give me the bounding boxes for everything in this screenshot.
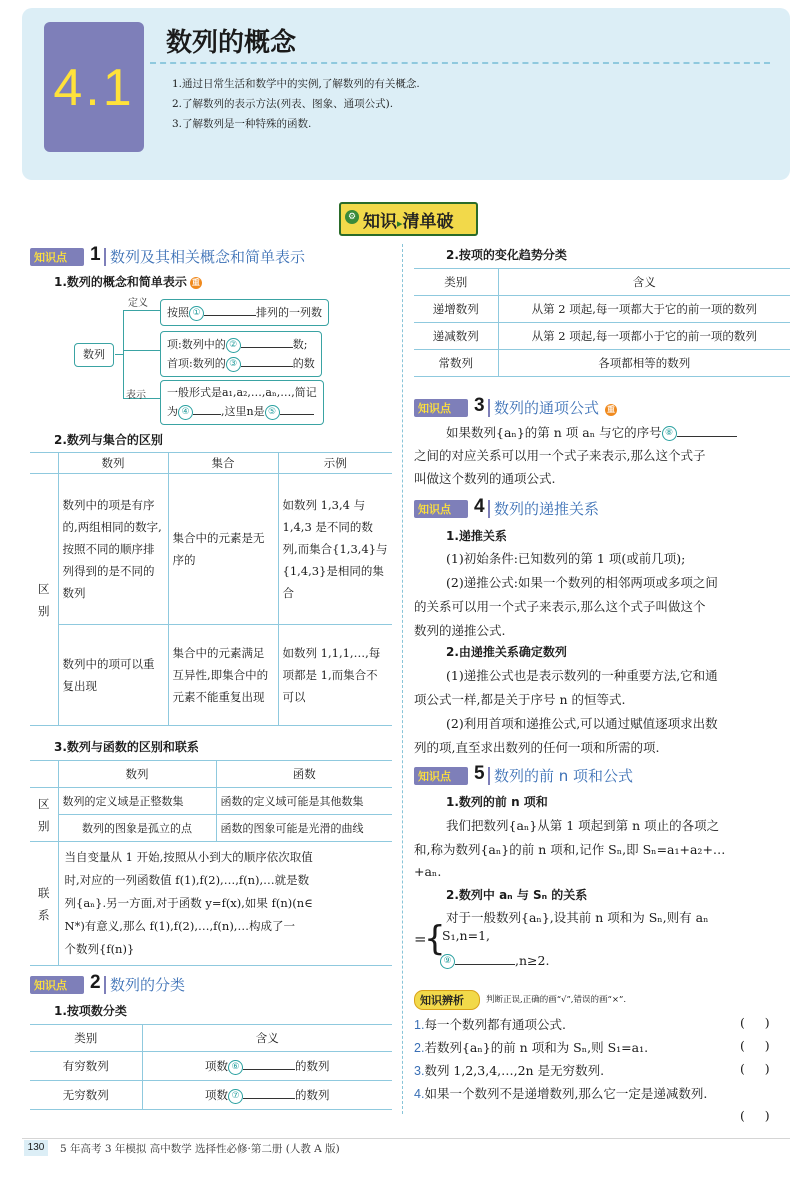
table-by-trend	[414, 268, 790, 377]
case-line-2	[440, 952, 549, 969]
section-title: 数列的前 n 项和公式	[494, 767, 634, 785]
kp5-line: 对于一般数列{aₙ},设其前 n 项和为 Sₙ,则有 aₙ	[446, 910, 709, 925]
tree-text: 数;	[292, 338, 308, 351]
tree-text: 排列的一列数	[256, 306, 322, 319]
title-divider	[150, 62, 770, 64]
kp4-line: (1)递推公式也是表示数列的一种重要方法,它和通	[446, 668, 718, 683]
table-cell: 集合中的元素是无序的	[168, 474, 278, 625]
kp4-line: 的关系可以用一个式子来表示,那么这个式子叫做这个	[414, 599, 706, 614]
kp3-line: 之间的对应关系可以用一个式子来表示,那么这个式子	[414, 448, 706, 463]
fill-blank	[241, 354, 293, 367]
knowledge-tag	[414, 767, 468, 785]
cell-text: 项数	[205, 1059, 228, 1074]
goal-item: 2.了解数列的表示方法(列表、图象、通项公式).	[172, 98, 394, 110]
tag-label: 知识点	[418, 770, 451, 783]
knowledge-tag	[414, 399, 468, 417]
footer-divider	[22, 1138, 790, 1139]
kp2-sub2: 2.按项的变化趋势分类	[446, 248, 567, 262]
tag-label: 知识点	[418, 402, 451, 415]
link-line: 个数列{f(n)}	[64, 942, 135, 956]
tree-text: 为	[167, 405, 178, 418]
answer-paren[interactable]: ( )	[740, 1061, 770, 1076]
important-badge-wrap	[602, 402, 617, 416]
case-text: ,n≥2.	[515, 953, 550, 968]
quiz-item	[414, 1038, 648, 1056]
table-header: 类别	[414, 269, 498, 296]
table-cell: 常数列	[414, 350, 498, 377]
table-cell-link	[58, 842, 392, 966]
table-header-empty	[30, 453, 58, 474]
kp1-sub3: 3.数列与函数的区别和联系	[54, 740, 199, 754]
footer-book-title: 5 年高考 3 年模拟 高中数学 选择性必修·第二册 (人教 A 版)	[60, 1143, 340, 1155]
table-cell: 递增数列	[414, 296, 498, 323]
section-heading-kp3	[414, 397, 784, 419]
section-title: 数列的分类	[110, 976, 186, 994]
table-header-empty	[30, 761, 58, 788]
blank-marker: ⑤	[265, 405, 280, 420]
blank-marker: ①	[189, 306, 204, 321]
section-title: 数列的递推关系	[494, 500, 600, 518]
table-cell: 数列中的项可以重复出现	[58, 625, 168, 726]
table-header: 数列	[58, 761, 216, 788]
kp4-line: 列的项,直至求出数列的任何一项和所需的项.	[414, 740, 660, 755]
important-badge: 重	[607, 404, 616, 414]
tree-box-terms	[160, 331, 322, 377]
table-cell: 集合中的元素满足互异性,即集合中的元素不能重复出现	[168, 625, 278, 726]
learning-goals	[172, 74, 420, 134]
table-row	[414, 350, 790, 377]
table-cell: 从第 2 项起,每一项都大于它的前一项的数列	[498, 296, 790, 323]
tree-box-definition	[160, 299, 329, 326]
kp4-sub1: 1.递推关系	[446, 529, 507, 543]
table-cell	[142, 1052, 392, 1081]
kp4-line: (1)初始条件:已知数列的第 1 项(或前几项);	[446, 551, 686, 566]
quiz-number: 3.	[414, 1064, 425, 1078]
table-row	[30, 815, 392, 842]
goal-item: 3.了解数列是一种特殊的函数.	[172, 118, 312, 130]
table-sequence-vs-function	[30, 760, 392, 966]
knowledge-tag	[414, 500, 468, 518]
tree-text: 按照	[167, 306, 189, 319]
blank-marker: ②	[226, 338, 241, 353]
knowledge-tag	[30, 976, 84, 994]
quiz-number: 4.	[414, 1087, 425, 1101]
quiz-item	[414, 1015, 566, 1033]
banner-arrow: ▸	[397, 217, 403, 230]
cell-text: 的数列	[295, 1059, 330, 1074]
fill-blank	[243, 1057, 295, 1070]
fill-blank	[677, 424, 737, 437]
sub-title: 1.数列的概念和简单表示	[54, 275, 187, 289]
quiz-instruction: 判断正误,正确的画“√”,错误的画“×”.	[486, 995, 627, 1005]
table-header: 函数	[216, 761, 392, 788]
section-number: 5	[474, 763, 485, 784]
fill-blank	[204, 303, 256, 316]
section-number: 1	[90, 244, 101, 265]
quiz-number: 2.	[414, 1041, 425, 1055]
table-row	[30, 1081, 392, 1110]
kp4-line: 数列的递推公式.	[414, 623, 506, 638]
table-cell: 函数的定义域可能是其他数集	[216, 788, 392, 815]
kp5-line: +aₙ.	[414, 864, 442, 879]
table-row	[414, 323, 790, 350]
table-row	[30, 788, 392, 815]
table-cell: 数列中的项是有序的,两组相同的数字,按照不同的顺序排列得到的是不同的数列	[58, 474, 168, 625]
table-cell: 函数的图象可能是光滑的曲线	[216, 815, 392, 842]
kp5-line: 和,称为数列{aₙ}的前 n 项和,记作 Sₙ,即 Sₙ=a₁+a₂+…	[414, 842, 726, 857]
section-bar	[488, 399, 490, 417]
quiz-text: 每一个数列都有通项公式.	[424, 1017, 566, 1032]
tree-root: 数列	[74, 343, 114, 367]
table-row	[30, 625, 392, 726]
section-title	[494, 397, 617, 418]
table-header-row	[414, 269, 790, 296]
section-title: 数列及其相关概念和简单表示	[110, 248, 306, 266]
section-heading-kp5	[414, 765, 784, 787]
tree-label-definition: 定义	[128, 298, 148, 309]
fill-blank	[241, 335, 293, 348]
kp3-line: 叫做这个数列的通项公式.	[414, 471, 556, 486]
section-title-text: 数列的通项公式	[494, 399, 600, 417]
table-row	[30, 474, 392, 625]
answer-paren[interactable]: ( )	[740, 1108, 770, 1123]
section-number: 4	[474, 496, 485, 517]
section-heading-kp4	[414, 498, 784, 520]
fill-blank	[243, 1086, 295, 1099]
gear-icon: ⚙	[345, 210, 359, 224]
tag-label: 知识点	[418, 503, 451, 516]
section-bar	[488, 767, 490, 785]
table-row	[30, 842, 392, 966]
cell-text: 的数列	[295, 1088, 330, 1103]
section-bar	[104, 976, 106, 994]
blank-marker: ⑦	[228, 1089, 243, 1104]
kp3-text: 如果数列{aₙ}的第 n 项 aₙ 与它的序号	[446, 425, 662, 440]
table-cell: 数列的图象是孤立的点	[58, 815, 216, 842]
fill-blank	[193, 402, 221, 415]
answer-paren[interactable]: ( )	[740, 1038, 770, 1053]
kp5-sub2: 2.数列中 aₙ 与 Sₙ 的关系	[446, 888, 588, 902]
section-number: 2	[90, 972, 101, 993]
banner-part2: 清单破	[402, 212, 454, 232]
table-header: 类别	[30, 1025, 142, 1052]
kp5-line: 我们把数列{aₙ}从第 1 项起到第 n 项止的各项之	[446, 818, 720, 833]
table-row	[30, 1052, 392, 1081]
page-number: 130	[24, 1140, 48, 1156]
quiz-item	[414, 1061, 604, 1079]
table-by-count	[30, 1024, 392, 1110]
left-brace: {	[424, 919, 446, 959]
side-label: 区别	[30, 788, 58, 842]
section-bar	[488, 500, 490, 518]
blank-marker: ④	[178, 405, 193, 420]
kp4-line: (2)递推公式:如果一个数列的相邻两项或多项之间	[446, 575, 718, 590]
quiz-text: 若数列{aₙ}的前 n 项和为 Sₙ,则 S₁=a₁.	[424, 1040, 649, 1055]
quiz-text: 如果一个数列不是递增数列,那么它一定是递减数列.	[424, 1086, 708, 1101]
kp4-line: 项公式一样,都是关于序号 n 的恒等式.	[414, 692, 626, 707]
quiz-number: 1.	[414, 1018, 425, 1032]
tree-text: 项:数列中的	[167, 338, 226, 351]
table-cell: 如数列 1,3,4 与 1,4,3 是不同的数列,而集合{1,3,4}与{1,4,3}是相同的集合	[278, 474, 392, 625]
table-header-row	[30, 453, 392, 474]
blank-marker: ⑧	[662, 426, 677, 441]
kp1-sub2: 2.数列与集合的区别	[54, 433, 163, 447]
important-badge: 重	[191, 277, 200, 287]
table-header: 数列	[58, 453, 168, 474]
answer-paren[interactable]: ( )	[740, 1015, 770, 1030]
side-label: 区别	[30, 474, 58, 726]
tree-connector	[123, 310, 124, 398]
section-heading-kp1	[30, 246, 390, 268]
table-header: 含义	[498, 269, 790, 296]
table-header: 含义	[142, 1025, 392, 1052]
blank-marker: ⑥	[228, 1060, 243, 1075]
link-line: 当自变量从 1 开始,按照从小到大的顺序依次取值	[64, 850, 313, 864]
banner-title	[363, 207, 454, 232]
tree-connector	[123, 350, 160, 351]
goal-item: 1.通过日常生活和数学中的实例,了解数列的有关概念.	[172, 78, 420, 90]
blank-marker: ③	[226, 357, 241, 372]
kp5-sub1: 1.数列的前 n 项和	[446, 795, 548, 809]
table-cell: 递减数列	[414, 323, 498, 350]
quiz-text: 数列 1,2,3,4,…,2n 是无穷数列.	[424, 1063, 605, 1078]
table-cell: 各项都相等的数列	[498, 350, 790, 377]
quiz-item	[414, 1084, 707, 1102]
tree-text: 首项:数列的	[167, 357, 226, 370]
table-sequence-vs-set	[30, 452, 392, 726]
tree-text: ,这里n是	[221, 405, 265, 418]
kp2-sub1: 1.按项数分类	[54, 1004, 127, 1018]
link-line: 时,对应的一列函数值 f(1),f(2),…,f(n),…就是数	[64, 873, 310, 887]
tree-connector	[115, 354, 123, 355]
kp4-line: (2)利用首项和递推公式,可以通过赋值逐项求出数	[446, 716, 718, 731]
fill-blank	[455, 952, 515, 965]
tree-connector	[123, 310, 160, 311]
quiz-title: 知识辨析	[420, 994, 464, 1007]
table-cell: 有穷数列	[30, 1052, 142, 1081]
table-cell: 如数列 1,1,1,…,每项都是 1,而集合不可以	[278, 625, 392, 726]
tag-label: 知识点	[34, 251, 67, 264]
knowledge-tag	[30, 248, 84, 266]
kp4-sub2: 2.由递推关系确定数列	[446, 645, 567, 659]
table-cell: 数列的定义域是正整数集	[58, 788, 216, 815]
tree-text: 一般形式是a₁,a₂,…,aₙ,…,简记	[167, 386, 317, 399]
table-cell: 从第 2 项起,每一项都小于它的前一项的数列	[498, 323, 790, 350]
quiz-title-badge	[414, 990, 480, 1010]
blank-marker: ⑨	[440, 954, 455, 969]
table-cell	[142, 1081, 392, 1110]
aₙ-equals: =	[414, 930, 427, 948]
table-header: 示例	[278, 453, 392, 474]
case-line-1: S₁,n=1,	[442, 928, 490, 943]
tree-box-general-form	[160, 380, 324, 425]
knowledge-banner	[339, 202, 478, 236]
page-title: 数列的概念	[166, 28, 297, 58]
tree-text: 的数	[292, 357, 315, 370]
tree-label-representation: 表示	[126, 390, 146, 401]
link-line: N*)有意义,那么 f(1),f(2),…,f(n),…构成了一	[64, 919, 295, 933]
section-heading-kp2	[30, 974, 390, 996]
fill-blank	[280, 402, 314, 415]
column-divider	[402, 244, 403, 1114]
section-bar	[104, 248, 106, 266]
section-number: 3	[474, 395, 485, 416]
table-cell: 无穷数列	[30, 1081, 142, 1110]
table-header-row	[30, 761, 392, 788]
cell-text: 项数	[205, 1088, 228, 1103]
banner-part1: 知识	[363, 212, 397, 232]
table-header: 集合	[168, 453, 278, 474]
lesson-number-box	[44, 22, 144, 152]
link-line: 列{aₙ}.另一方面,对于函数 y=f(x),如果 f(n)(n∈	[64, 896, 313, 910]
kp3-line	[446, 423, 737, 441]
table-row	[414, 296, 790, 323]
kp1-sub1	[54, 273, 202, 290]
side-label: 联系	[30, 842, 58, 966]
table-header-row	[30, 1025, 392, 1052]
tag-label: 知识点	[34, 979, 67, 992]
lesson-number: 4.1	[53, 59, 135, 117]
